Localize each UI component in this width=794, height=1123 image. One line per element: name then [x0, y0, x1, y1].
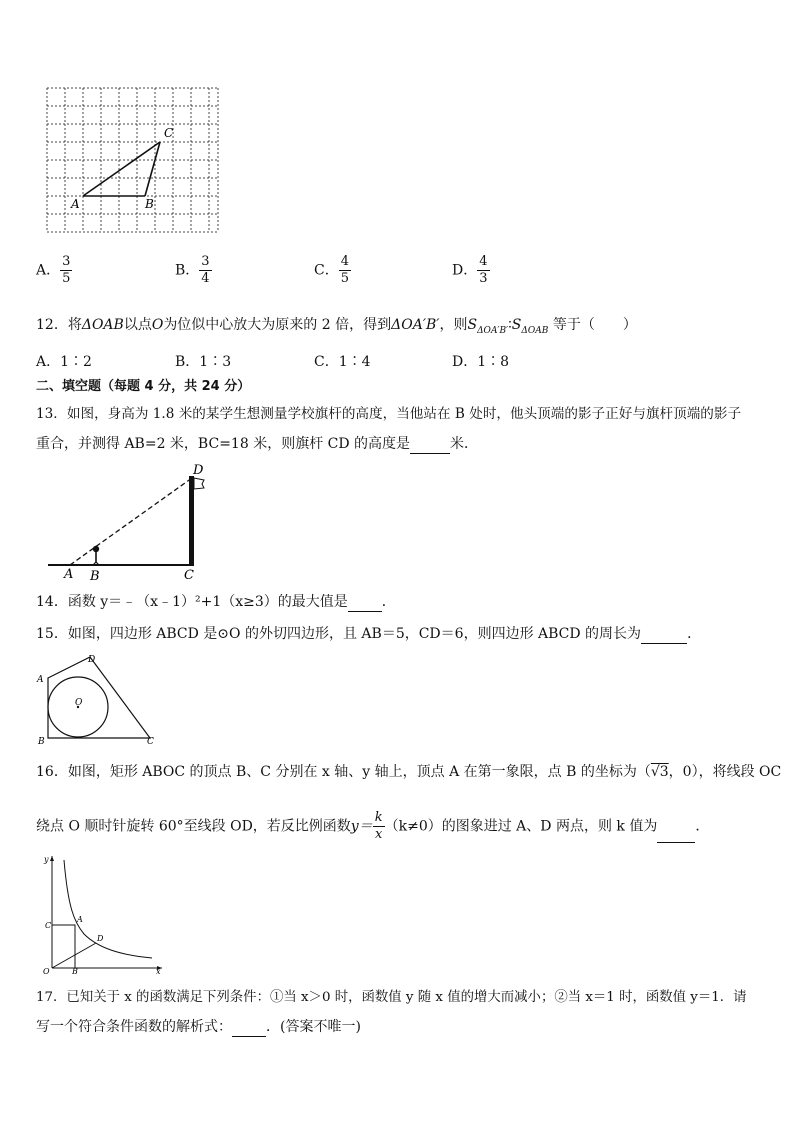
q17-line2: 写一个符合条件函数的解析式： ．(答案不唯一) [36, 1019, 361, 1035]
q11-option-a[interactable] [36, 254, 72, 287]
q15-label-b: B [38, 737, 45, 747]
q14-answer-blank[interactable] [348, 597, 382, 612]
q11-option-a-fraction: $\frac{3}{5}$ [62, 254, 71, 286]
q11-label-a: A [71, 197, 80, 211]
q15-question: 15．如图，四边形 ABCD 是⊙O 的外切四边形，且 AB＝5，CD＝6，则四边形 ABCD 的周长为 ． [36, 626, 702, 642]
q11-option-d-fraction: $\frac{4}{3}$ [479, 254, 488, 286]
q11-option-c-fraction: $\frac{4}{5}$ [340, 254, 349, 286]
q11-option-c-letter: C． [314, 262, 339, 279]
q13-line2: 重合，并测得 AB=2 米，BC=18 米，则旗杆 CD 的高度是 米． [36, 436, 479, 452]
q16-label-o: O [43, 967, 50, 976]
q11-label-c: C [164, 126, 174, 140]
q15-label-d: D [88, 655, 96, 665]
q16-answer-blank[interactable] [657, 824, 695, 843]
q16-label-x: x [156, 967, 161, 976]
q15-label-a: A [37, 675, 44, 685]
q17-answer-blank[interactable] [232, 1022, 266, 1037]
q16-label-a: A [77, 915, 83, 924]
q15-circle-figure [34, 652, 164, 748]
q13-label-c: C [184, 568, 194, 583]
q12-option-c[interactable]: C．1∶4 [314, 354, 371, 370]
q12-option-d[interactable]: D．1∶8 [452, 354, 510, 370]
q11-option-b[interactable] [175, 254, 212, 287]
q11-label-b: B [145, 197, 154, 211]
q11-option-d-letter: D． [452, 262, 478, 279]
q16-label-d: D [97, 934, 104, 943]
q11-option-d[interactable] [452, 254, 490, 287]
q16-fraction: $\frac{k}{x}$ [374, 810, 383, 842]
q15-label-c: C [147, 737, 154, 747]
q16-line1: 16．如图，矩形 ABOC 的顶点 B、C 分别在 x 轴、y 轴上，顶点 A 在第一象限，点 B 的坐标为（√3，0），将线段 OC [36, 764, 782, 780]
q16-line2: 绕点 O 顺时针旋转 60°至线段 OD，若反比例函数y＝ $\frac{k}{x}$ （k≠0）的图象进过 A、D 两点，则 k 值为 ． [36, 810, 710, 842]
q11-option-b-fraction: $\frac{3}{4}$ [201, 254, 210, 286]
q13-label-a: A [64, 567, 74, 582]
q16-label-y: y [44, 855, 49, 864]
q16-label-b: B [72, 967, 78, 976]
q13-label-b: B [90, 569, 100, 584]
q11-option-b-letter: B． [175, 262, 200, 279]
q15-label-o: O [75, 698, 83, 708]
q16-label-c: C [45, 921, 52, 930]
q11-grid-figure [44, 86, 222, 234]
q11-option-c[interactable] [314, 254, 351, 287]
q16-sqrt: √3 [650, 764, 669, 780]
section2-title: 二、填空题（每题 4 分，共 24 分） [36, 379, 251, 394]
q16-graph-figure [40, 852, 170, 976]
q17-line1: 17．已知关于 x 的函数满足下列条件：①当 x＞0 时，函数值 y 随 x 值的增大而减小；②当 x＝1 时，函数值 y＝1．请 [36, 990, 747, 1005]
q15-answer-blank[interactable] [641, 629, 687, 644]
q13-answer-blank[interactable] [410, 439, 450, 454]
q12-option-a[interactable]: A．1∶2 [36, 354, 92, 370]
q13-flagpole-figure [44, 462, 214, 584]
q13-label-d: D [193, 463, 204, 478]
q11-option-a-letter: A． [36, 262, 61, 279]
q12-question: 12．将ΔOAB以点O为位似中心放大为原来的 2 倍，得到ΔOA′B′，则$S_{\Delta OA'B'}∶S_{\Delta OAB}$ 等于（ ） [36, 317, 637, 336]
q13-line1: 13．如图，身高为 1.8 米的某学生想测量学校旗杆的高度，当他站在 B 处时，他头顶端的影子正好与旗杆顶端的影子 [36, 406, 742, 422]
q12-option-b[interactable]: B．1∶3 [175, 354, 232, 370]
q14-question: 14．函数 y＝﹣（x﹣1）²+1（x≥3）的最大值是 ． [36, 594, 396, 610]
